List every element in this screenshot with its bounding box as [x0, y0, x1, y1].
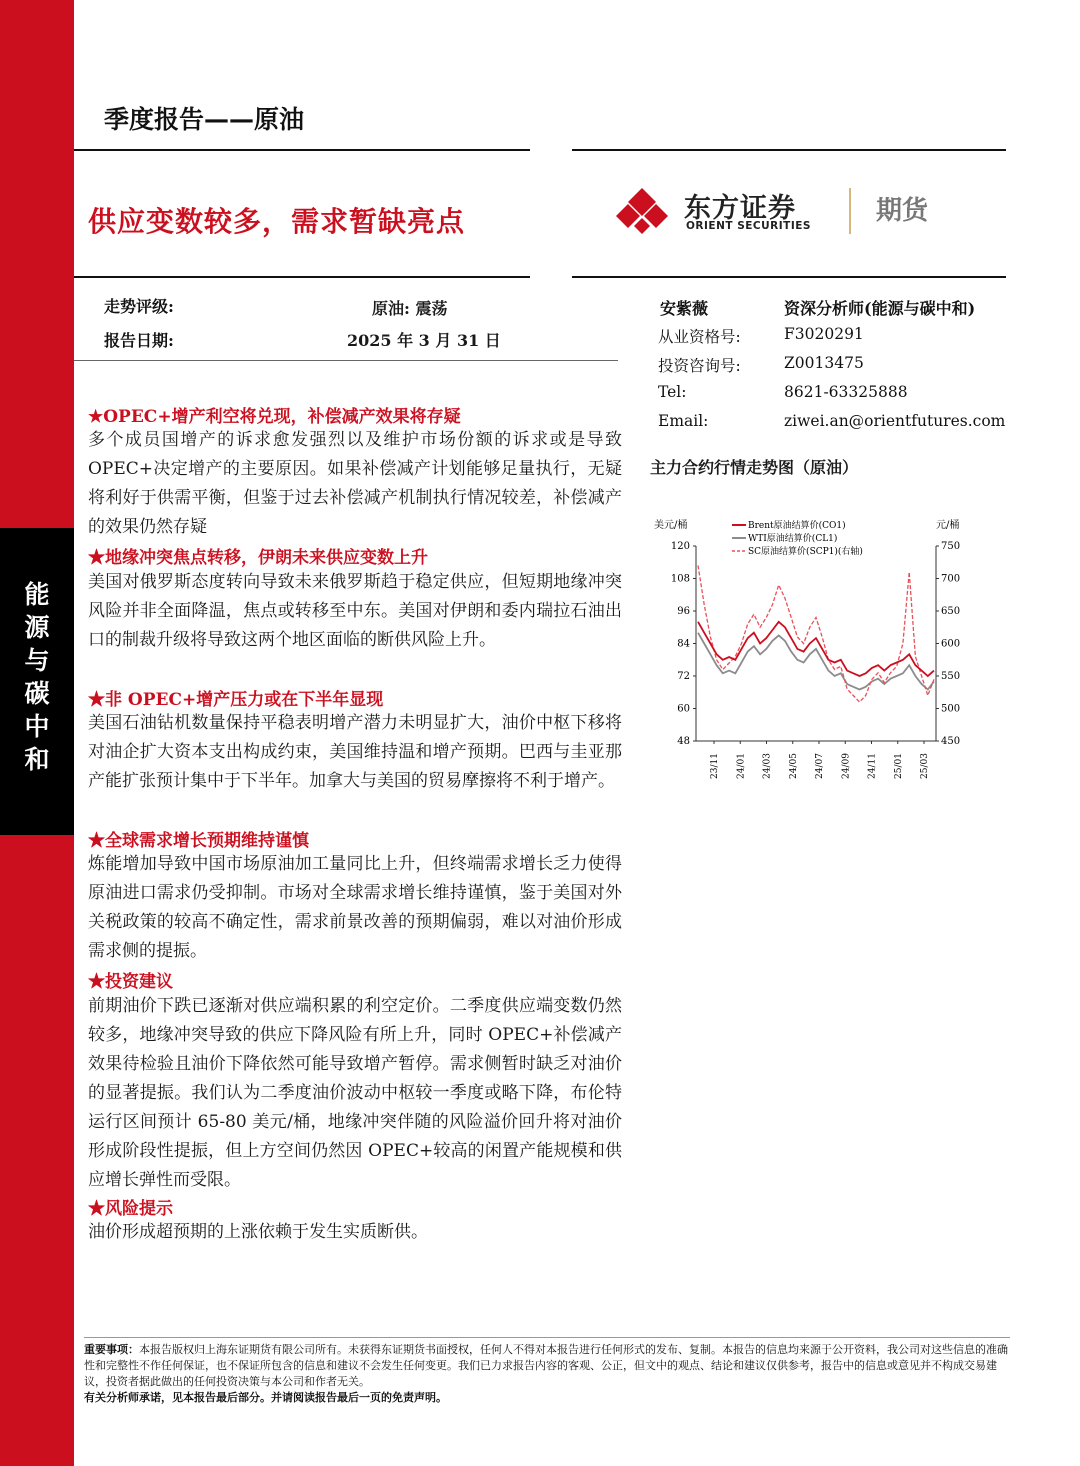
legend-brent: Brent原油结算价(CO1)	[748, 521, 846, 531]
section-body-investment: 前期油价下跌已逐渐对供应端积累的利空定价。二季度供应端变数仍然较多，地缘冲突导致的供应下降风险有所上升，同时 OPEC+补偿减产效果待检验且油价下降依然可能导致增产暂停。需求侧暂时缺乏对油价的显著提振。我们认为二季度油价波动中枢较一季度或略下降，布伦特运行区间预计 65-80 美元/桶，地缘冲突伴随的风险溢价回升将对油价形成阶段性提振，但上方空间仍然因 OPEC+较高的闲置产能规模和供应增长弹性而受限。	[88, 996, 622, 1190]
footer-disclaimer	[84, 1342, 1014, 1406]
y-tick-label: 60	[677, 703, 690, 715]
email-label: Email:	[658, 412, 709, 430]
x-tick-label: 24/11	[867, 753, 878, 779]
x-tick-label: 23/11	[710, 753, 720, 779]
header-rule-left	[74, 149, 530, 151]
x-tick-label: 24/09	[841, 753, 852, 779]
y-tick-label: 84	[677, 638, 690, 650]
footer-notice-label: 重要事项：	[84, 1343, 139, 1356]
meta-rule	[74, 360, 618, 361]
section-heading-risk: ★风险提示	[88, 1199, 173, 1219]
y-tick-label: 96	[677, 606, 690, 617]
email-link[interactable]: ziwei.an@orientfutures.com	[784, 412, 1006, 430]
y2-tick-label: 550	[941, 671, 961, 682]
y-tick-label: 48	[677, 736, 690, 747]
report-type: 季度报告——原油	[104, 105, 305, 134]
y2-tick-label: 600	[941, 638, 961, 650]
title-rule-left	[74, 276, 530, 278]
section-heading-opec: ★OPEC+增产利空将兑现，补偿减产效果将存疑	[88, 407, 461, 427]
footer-bold-line: 有关分析师承诺，见本报告最后部分。并请阅读报告最后一页的免责声明。	[84, 1391, 447, 1404]
chart-series	[698, 566, 934, 703]
section-heading-investment: ★投资建议	[88, 972, 173, 992]
logo-en-name: ORIENT SECURITIES	[686, 220, 811, 232]
qualification-value: F3020291	[784, 325, 864, 343]
x-tick-label: 25/03	[920, 753, 930, 779]
logo-cn-name: 东方证券	[684, 193, 796, 224]
trend-label: 走势评级:	[104, 297, 174, 316]
tel-value: 8621-63325888	[784, 383, 908, 401]
date-value: 2025 年 3 月 31 日	[347, 331, 501, 350]
qualification-label: 从业资格号:	[658, 328, 741, 346]
y-tick-label: 72	[677, 671, 690, 682]
y-tick-label: 108	[670, 573, 690, 585]
chart-legend	[732, 519, 863, 557]
section-body-risk: 油价形成超预期的上涨依赖于发生实质断供。	[88, 1222, 428, 1242]
y2-tick-label: 750	[941, 541, 961, 552]
tel-label: Tel:	[658, 383, 687, 401]
analyst-title: 资深分析师(能源与碳中和)	[784, 299, 976, 318]
consult-label: 投资咨询号:	[658, 357, 741, 375]
y2-tick-label: 500	[941, 703, 961, 715]
legend-sc: SC原油结算价(SCP1)(右轴)	[748, 547, 863, 557]
y-axis-label: 美元/桶	[654, 520, 688, 531]
company-logo	[612, 184, 952, 240]
x-tick-label: 24/07	[815, 753, 825, 779]
title-rule-right	[572, 276, 1006, 278]
section-body-geopolitics: 美国对俄罗斯态度转向导致未来俄罗斯趋于稳定供应，但短期地缘冲突风险并非全面降温，焦点或转移至中东。美国对伊朗和委内瑞拉石油出口的制裁升级将导致这两个地区面临的断供风险上升。	[88, 572, 622, 650]
y2-axis-label: 元/桶	[936, 520, 960, 531]
legend-wti: WTI原油结算价(CL1)	[748, 534, 838, 544]
chart-title: 主力合约行情走势图（原油）	[650, 458, 859, 477]
section-body-non-opec: 美国石油钻机数量保持平稳表明增产潜力未明显扩大，油价中枢下移将对油企扩大资本支出构成约束，美国维持温和增产预期。巴西与圭亚那产能扩张预计集中于下半年。加拿大与美国的贸易摩擦将不利于增产。	[88, 713, 622, 791]
analyst-name: 安紫薇	[660, 299, 709, 318]
logo-divider	[849, 188, 851, 234]
y2-tick-label: 450	[941, 736, 961, 747]
x-tick-label: 24/01	[736, 753, 747, 779]
section-body-opec: 多个成员国增产的诉求愈发强烈以及维护市场份额的诉求或是导致 OPEC+决定增产的主要原因。如果补偿减产计划能够足量执行，无疑将利好于供需平衡，但鉴于过去补偿减产机制执行情况较差，补偿减产的效果仍然存疑	[88, 430, 622, 537]
footer-notice-text: 本报告版权归上海东证期货有限公司所有。未获得东证期货书面授权，任何人不得对本报告进行任何形式的发布、复制。本报告的信息均来源于公开资料，我公司对这些信息的准确性和完整性不作任何保证，也不保证所包含的信息和建议不会发生任何变更。我们已力求报告内容的客观、公正，但文中的观点、结论和建议仅供参考，报告中的信息或意见并不构成交易建议，投资者据此做出的任何投资决策与本公司和作者无关。	[84, 1343, 1008, 1388]
footer-rule	[84, 1337, 1010, 1338]
x-tick-label: 24/03	[762, 753, 773, 779]
y-tick-label: 120	[670, 541, 690, 552]
y2-tick-label: 650	[941, 606, 961, 617]
section-heading-demand: ★全球需求增长预期维持谨慎	[88, 831, 309, 851]
price-trend-chart	[640, 510, 980, 785]
consult-value: Z0013475	[784, 354, 864, 372]
sidebar-category-label: 能 源 与 碳 中 和	[24, 580, 50, 774]
section-heading-non-opec: ★非 OPEC+增产压力或在下半年显现	[88, 690, 384, 710]
series-line-sc	[698, 566, 934, 703]
trend-value: 原油: 震荡	[372, 299, 448, 318]
y2-tick-label: 700	[941, 573, 961, 585]
x-tick-label: 25/01	[893, 753, 904, 779]
section-body-demand: 炼能增加导致中国市场原油加工量同比上升，但终端需求增长乏力使得原油进口需求仍受抑制。市场对全球需求增长维持谨慎，鉴于美国对外关税政策的较高不确定性，需求前景改善的预期偏弱，难以对油价形成需求侧的提振。	[88, 854, 622, 961]
header-rule-right	[572, 149, 1006, 151]
report-title: 供应变数较多，需求暂缺亮点	[88, 205, 466, 238]
logo-mark-icon	[612, 186, 672, 236]
date-label: 报告日期:	[104, 331, 174, 350]
logo-suffix: 期货	[876, 196, 929, 226]
section-heading-geopolitics: ★地缘冲突焦点转移，伊朗未来供应变数上升	[88, 548, 428, 568]
x-tick-label: 24/05	[788, 753, 799, 779]
